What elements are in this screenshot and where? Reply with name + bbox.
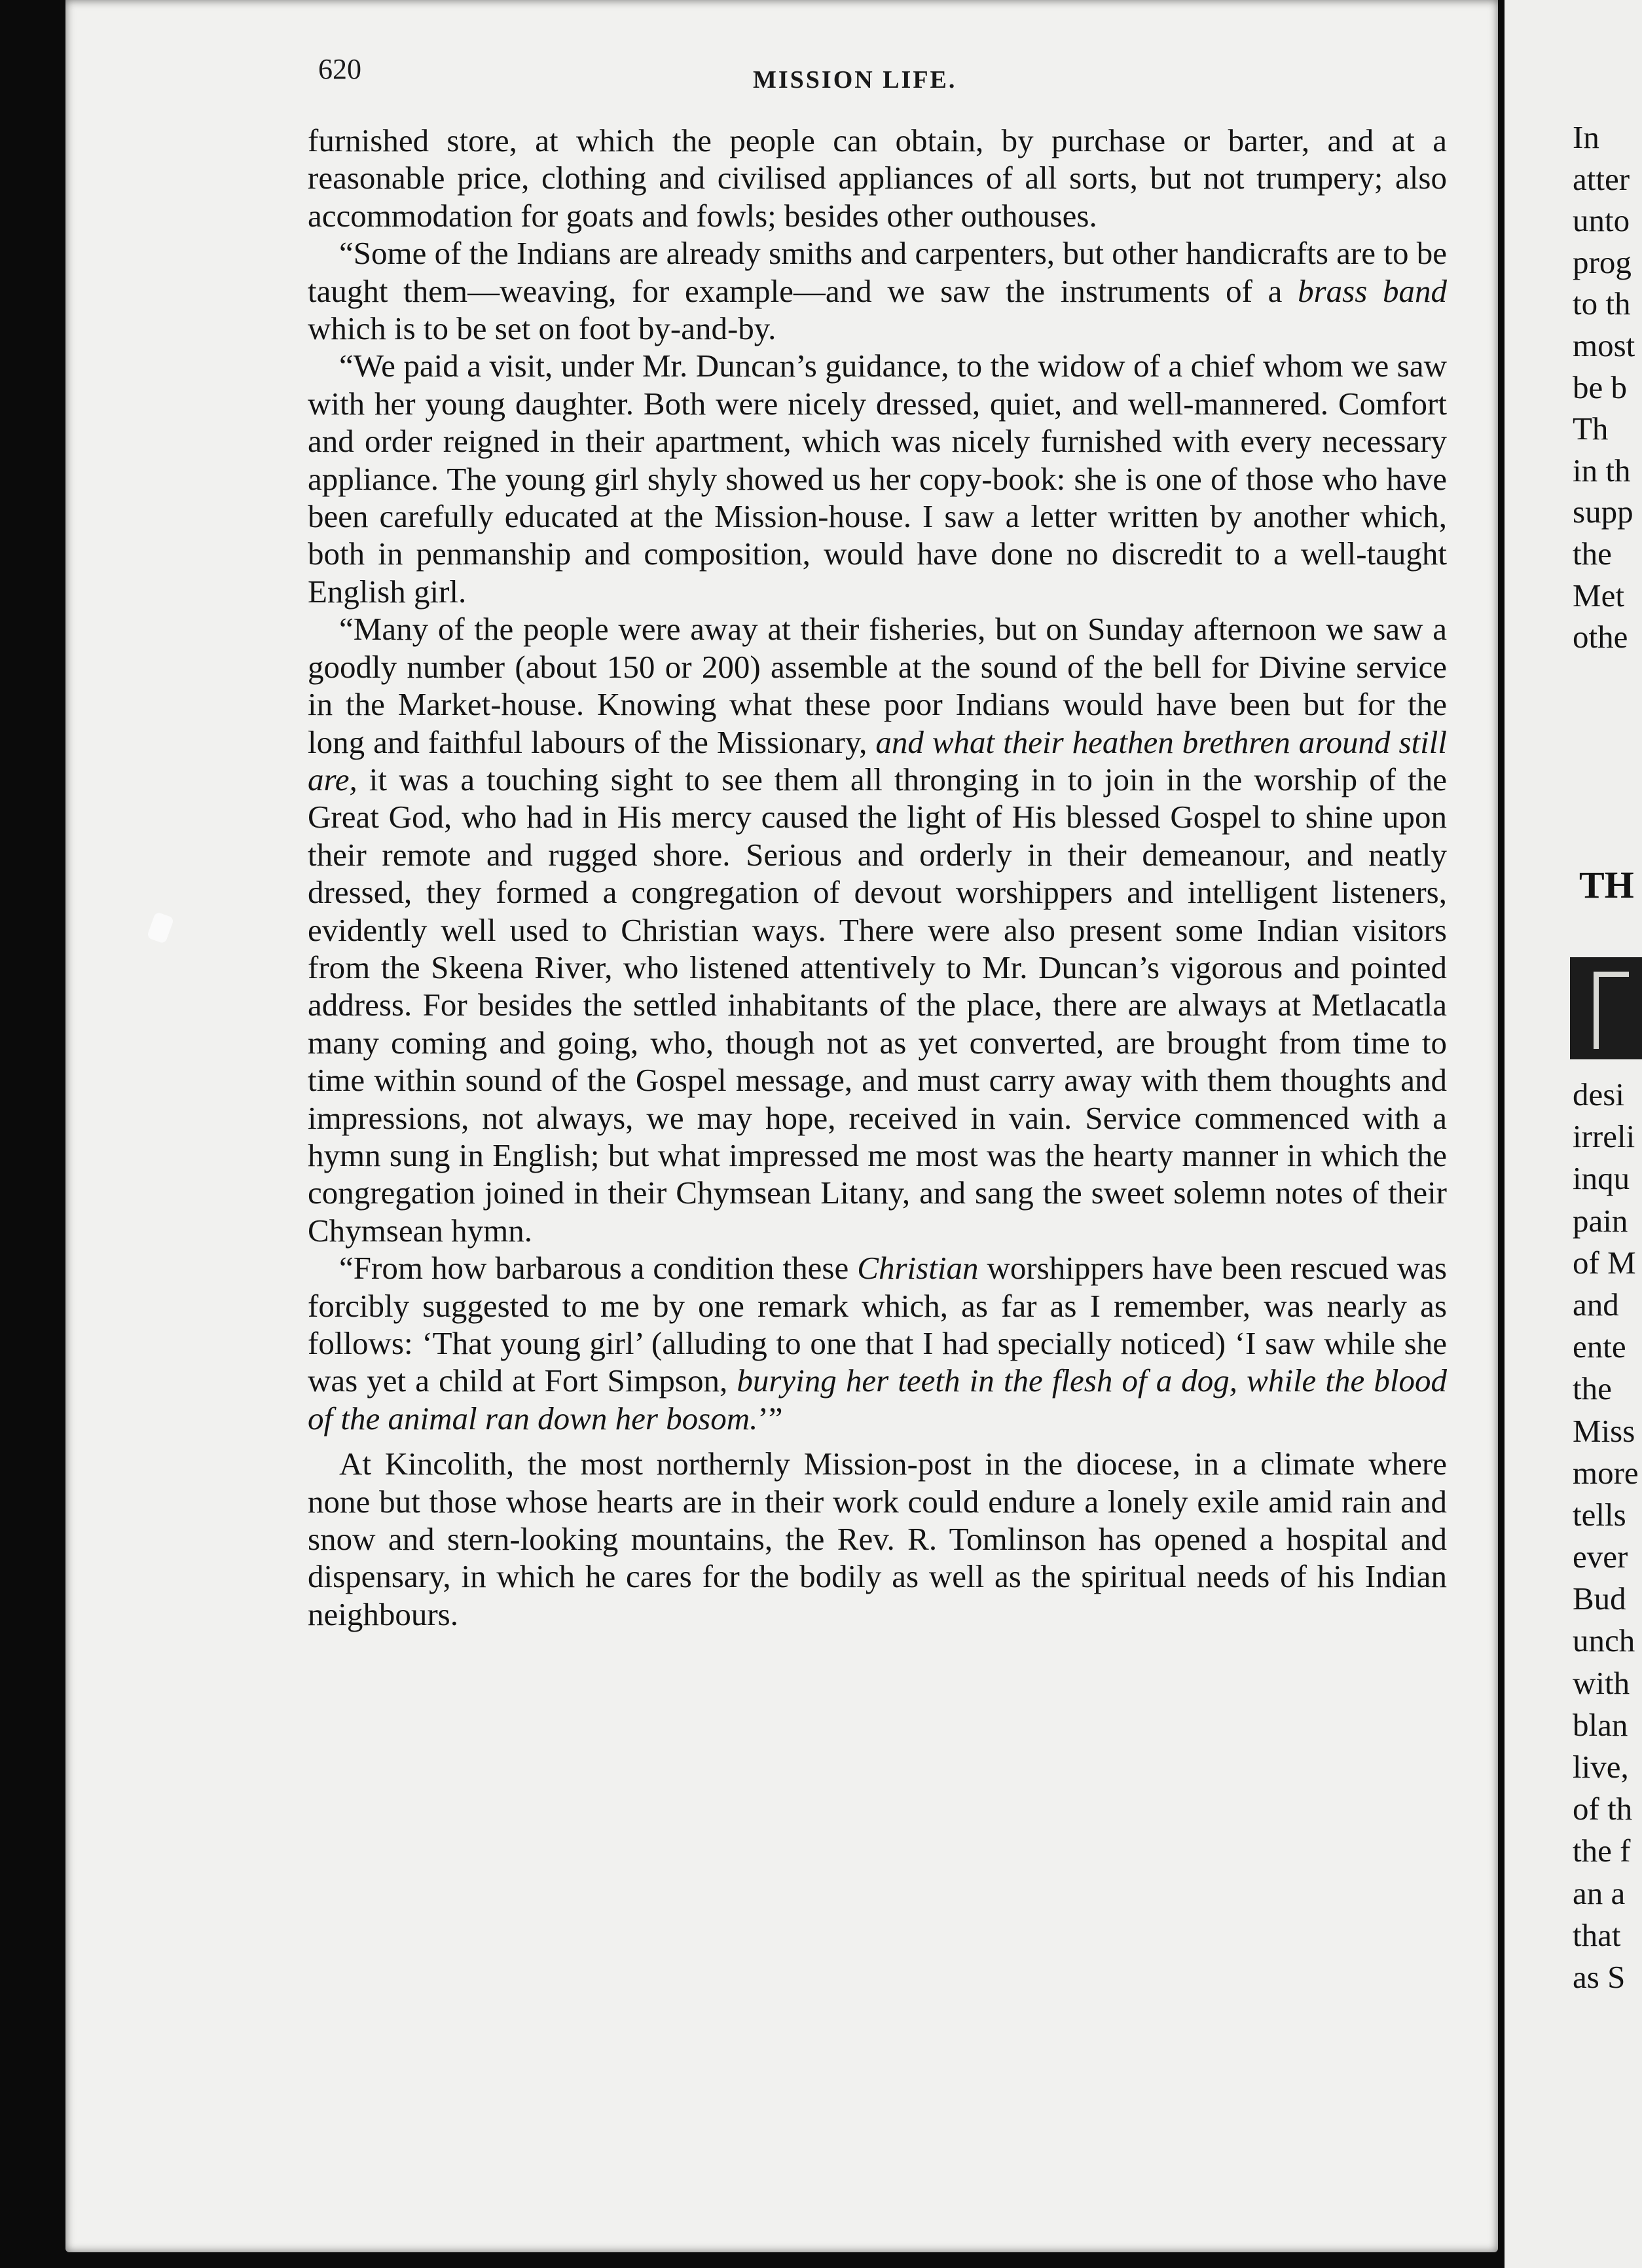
right-page-line: atter [1573, 160, 1630, 197]
right-page-line: of M [1573, 1244, 1636, 1281]
right-page-line: that [1573, 1916, 1621, 1953]
right-page-line: an a [1573, 1875, 1626, 1911]
right-page-heading: TH [1579, 864, 1634, 906]
right-page-line: Miss [1573, 1412, 1635, 1449]
text-run: “From how barbarous a condition these [339, 1250, 858, 1287]
page-hole [147, 911, 175, 944]
right-page-line: blan [1573, 1706, 1628, 1743]
running-head: MISSION LIFE. [753, 66, 957, 94]
right-page-line: inqu [1573, 1160, 1630, 1197]
right-page-line: to th [1573, 285, 1631, 322]
right-page-line: the [1573, 1370, 1612, 1407]
right-page-line: Bud [1573, 1581, 1626, 1617]
italic-text: brass band [1298, 272, 1447, 309]
right-page-line: In [1573, 119, 1599, 155]
paragraph [308, 347, 1447, 610]
right-page-line: desi [1573, 1076, 1624, 1112]
page-number: 620 [318, 53, 361, 85]
right-page-line: irreli [1573, 1118, 1635, 1155]
right-page-top-fragment [1573, 117, 1635, 658]
text-run: furnished store, at which the people can obtain, by purchase or barter, and at a reasonable price, clothing and civilised appliances of all sorts, but not trumpery; also accommodation for goats and fowls; besides other outhouses. [308, 122, 1447, 234]
right-page-line: and [1573, 1286, 1619, 1323]
right-page-line: supp [1573, 494, 1633, 530]
right-page-bottom-fragment [1573, 1074, 1639, 1998]
text-run: “Some of the Indians are already smiths and carpenters, but other handicrafts are to be taught them—weaving, for example—and we saw the instruments of a [308, 235, 1447, 309]
right-page-line: of th [1573, 1791, 1633, 1827]
text-run: “Many of the people were away at their fisheries, but on Sunday afternoon we saw a goodly number (about 150 or 200) assemble at the sound of the bell for Divine service in the Market-house. Knowing what these poor Indians would have been but for the long and faithful labours of the Missionary, [308, 611, 1447, 760]
paragraph [308, 122, 1447, 234]
text-run: At Kincolith, the most northernly Mission-post in the diocese, in a climate where none but those whose hearts are in their work could endure a lonely exile amid rain and snow and stern-looking mountains, the Rev. R. Tomlinson has opened a hospital and dispensary, in which he cares for the bodily as well as the spiritual needs of his Indian neighbours. [308, 1446, 1447, 1632]
paragraph [308, 610, 1447, 1249]
italic-text: burying her teeth in the flesh of a dog, while the blood of the animal ran down her bosom. [308, 1363, 1447, 1436]
right-page-line: othe [1573, 619, 1628, 655]
paragraph [308, 234, 1447, 347]
text-run: it was a touching sight to see them all thronging in to join in the worship of the Great God, who had in His mercy caused the light of His blessed Gospel to shine upon their remote and rugged shore. Serious and orderly in their demeanour, and neatly dressed, they formed a congregation of devout worshippers and intelligent listeners, evidently well used to Christian ways. There were also present some Indian visitors from the Skeena River, who listened attentively to Mr. Duncan’s vigorous and pointed address. For besides the settled inhabitants of the place, there are always at Metlacatla many coming and going, who, though not as yet converted, are brought from time to time within sound of the Gospel message, and must carry away with them thoughts and impressions, not always, we may hope, received in vain. Service commenced with a hymn sung in English; but what impressed me most was the hearty manner in which the congregation joined in their Chymsean Litany, and sang the sweet solemn notes of their Chymsean hymn. [308, 761, 1447, 1249]
right-page-line: ever [1573, 1539, 1628, 1575]
right-page-line: pain [1573, 1202, 1628, 1239]
text-run: “We paid a visit, under Mr. Duncan’s guidance, to the widow of a chief whom we saw with her young daughter. Both were nicely dressed, quiet, and well-mannered. Comfort and order reigned in their apartment, which was nicely furnished with every necessary appliance. The young girl shyly showed us her copy-book: she is one of those who have been carefully educated at the Mission-house. I saw a letter written by another which, both in penmanship and composition, would have done no discredit to a well-taught English girl. [308, 348, 1447, 610]
book-gutter [1498, 0, 1505, 2268]
ornamental-initial-glyph [1594, 972, 1629, 1049]
text-run: ’” [757, 1400, 783, 1436]
right-page-line: as S [1573, 1958, 1626, 1995]
right-page-line: Th [1573, 411, 1609, 447]
right-page-line: unch [1573, 1622, 1635, 1659]
text-run: which is to be set on foot by-and-by. [308, 310, 776, 347]
paragraph [308, 1445, 1447, 1633]
right-page-line: more [1573, 1454, 1639, 1491]
right-page-line: the f [1573, 1833, 1631, 1869]
body-text [308, 122, 1447, 1633]
italic-text: and what their heathen brethren around still are, [308, 723, 1447, 797]
italic-text: Christian [857, 1250, 979, 1287]
right-page-line: unto [1573, 202, 1630, 239]
right-page-line: prog [1573, 244, 1632, 280]
paragraph [308, 1249, 1447, 1437]
right-page-line: with [1573, 1664, 1630, 1701]
right-page-line: most [1573, 327, 1635, 363]
right-page-line: live, [1573, 1749, 1629, 1785]
right-page-line: be b [1573, 369, 1627, 405]
text-run: worshippers have been rescued was forcibly suggested to me by one remark which, as far as I remember, was nearly as follows: ‘That young girl’ (alluding to one that I had specially noticed) ‘I saw while she was yet a child at Fort Simpson, [308, 1250, 1447, 1399]
right-page-line: ente [1573, 1328, 1626, 1365]
right-page-line: in th [1573, 452, 1631, 488]
right-page-line: Met [1573, 577, 1624, 613]
right-page-line: the [1573, 535, 1612, 572]
ornamental-initial [1570, 957, 1642, 1059]
right-page-line: tells [1573, 1496, 1626, 1533]
